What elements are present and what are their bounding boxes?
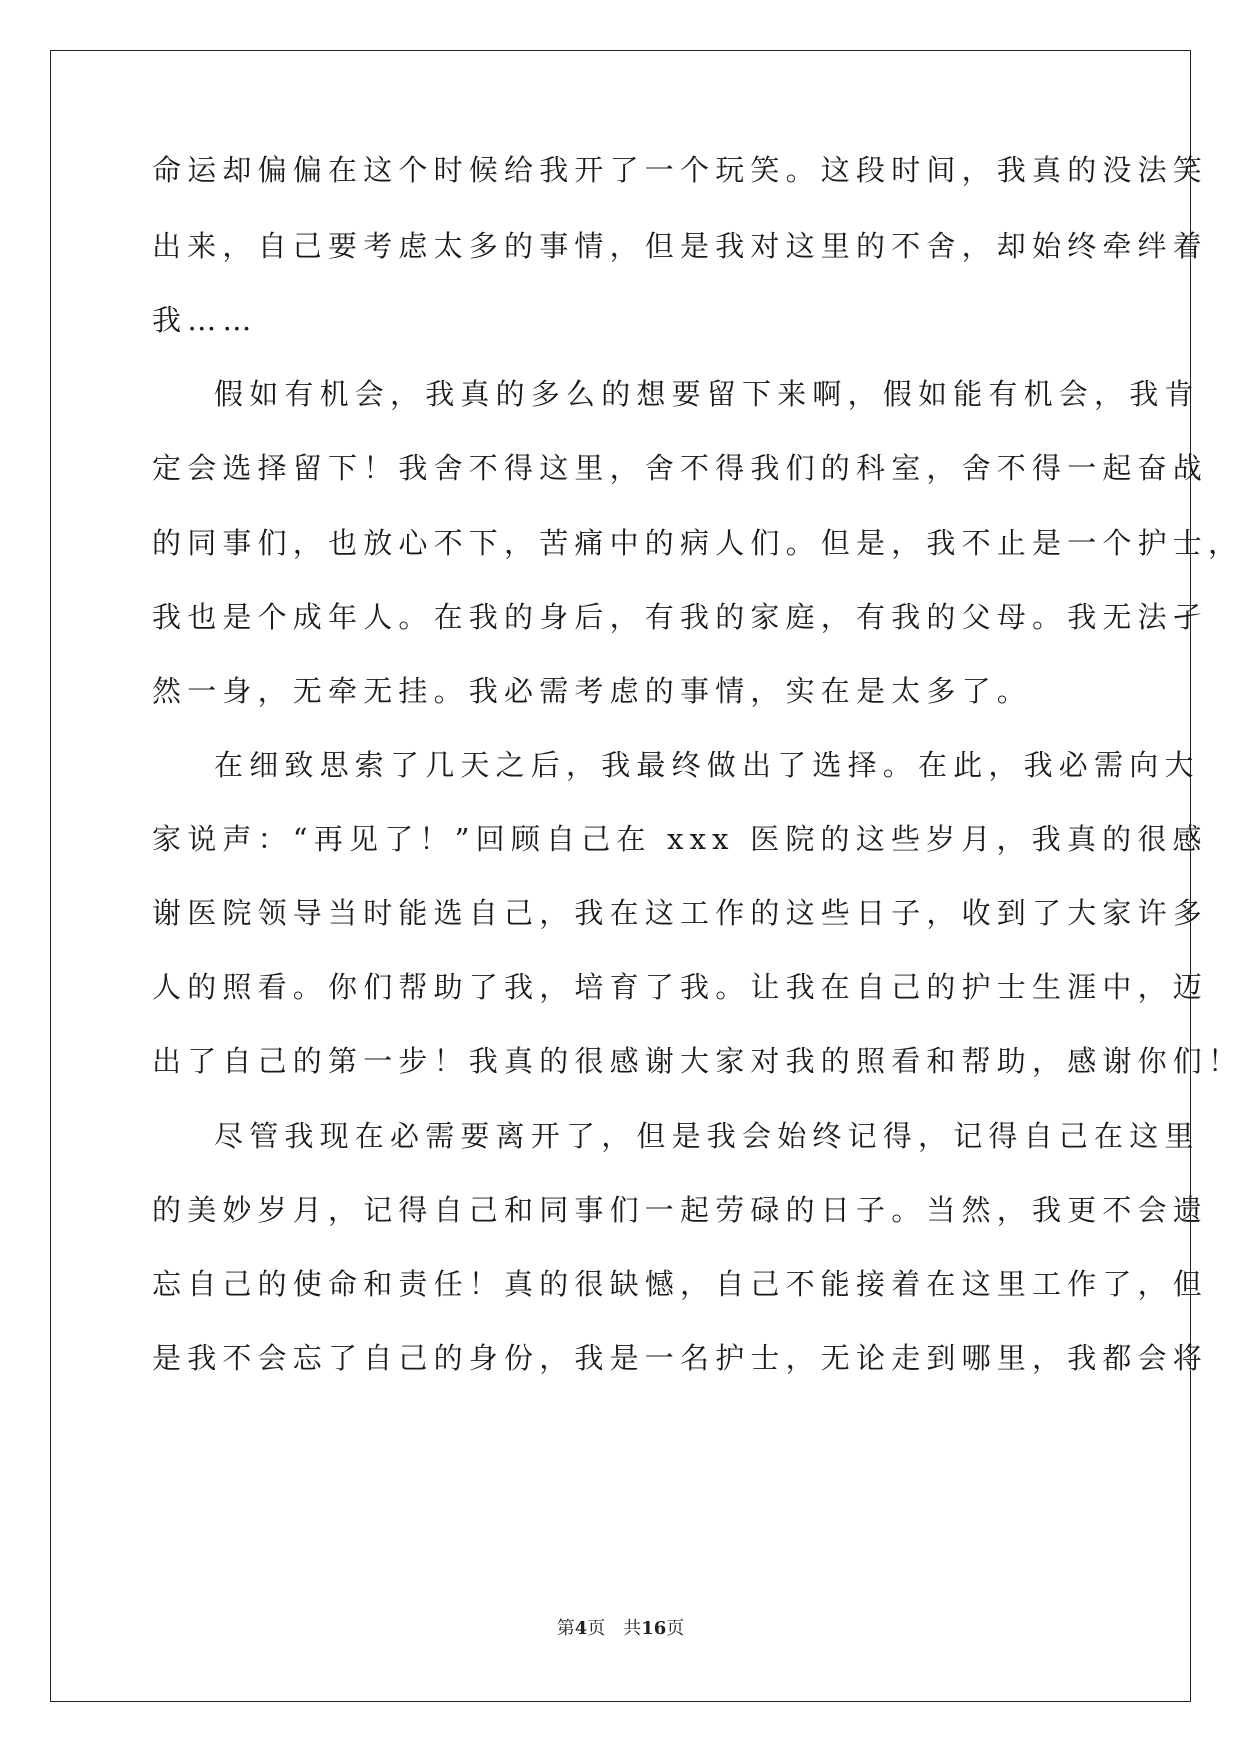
paragraph-first-line: 尽管我现在必需要离开了，但是我会始终记得，记得自己在这里	[214, 1119, 1200, 1153]
page-footer	[0, 1617, 1241, 1641]
paragraph-first-line: 在细致思索了几天之后，我最终做出了选择。在此，我必需向大	[214, 748, 1200, 782]
footer-prefix: 第	[556, 1618, 575, 1639]
total-pages-number: 16	[641, 1618, 667, 1639]
text-line: 定会选择留下！我舍不得这里，舍不得我们的科室，舍不得一起奋战	[152, 451, 1209, 485]
footer-total-prefix: 共	[623, 1618, 642, 1639]
text-line: 我……	[152, 303, 258, 337]
text-line: 然一身，无牵无挂。我必需考虑的事情，实在是太多了。	[152, 674, 1033, 708]
text-line: 的同事们，也放心不下，苦痛中的病人们。但是，我不止是一个护士，	[152, 526, 1243, 560]
footer-page-word: 页	[587, 1618, 606, 1639]
footer-total-suffix: 页	[666, 1618, 685, 1639]
text-line: 我也是个成年人。在我的身后，有我的家庭，有我的父母。我无法孑	[152, 600, 1209, 634]
text-line: 出了自己的第一步！我真的很感谢大家对我的照看和帮助，感谢你们！	[152, 1044, 1243, 1078]
current-page-number: 4	[574, 1618, 588, 1639]
text-line: 家说声：“再见了！”回顾自己在 xxx 医院的这些岁月，我真的很感	[152, 822, 1208, 856]
text-line: 忘自己的使命和责任！真的很缺憾，自己不能接着在这里工作了，但	[152, 1267, 1209, 1301]
text-line: 谢医院领导当时能选自己，我在这工作的这些日子，收到了大家许多	[152, 896, 1209, 930]
paragraph-first-line: 假如有机会，我真的多么的想要留下来啊，假如能有机会，我肯	[214, 377, 1200, 411]
text-line: 的美妙岁月，记得自己和同事们一起劳碌的日子。当然，我更不会遗	[152, 1193, 1209, 1227]
text-line: 人的照看。你们帮助了我，培育了我。让我在自己的护士生涯中，迈	[152, 970, 1209, 1004]
text-line: 命运却偏偏在这个时候给我开了一个玩笑。这段时间，我真的没法笑	[152, 153, 1209, 187]
text-line: 出来，自己要考虑太多的事情，但是我对这里的不舍，却始终牵绊着	[152, 229, 1209, 263]
text-line: 是我不会忘了自己的身份，我是一名护士，无论走到哪里，我都会将	[152, 1341, 1209, 1375]
